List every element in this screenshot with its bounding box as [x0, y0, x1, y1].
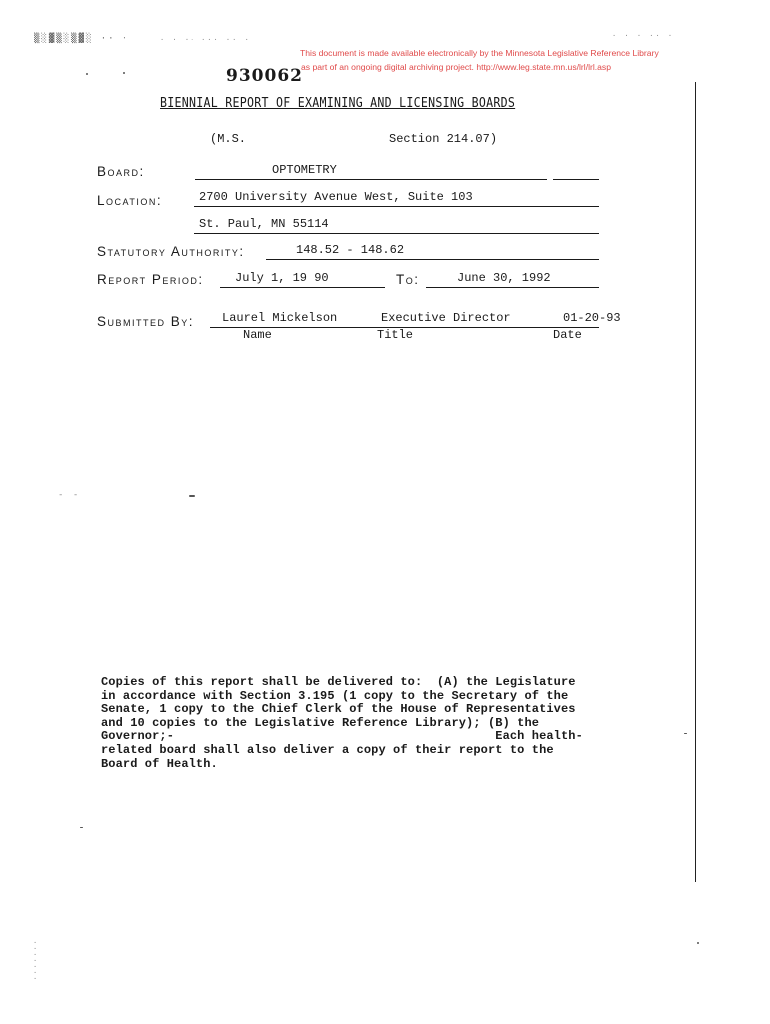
- location-underline-1: [194, 206, 599, 207]
- statutory-authority-value: 148.52 - 148.62: [296, 243, 405, 257]
- location-label: Location:: [97, 193, 163, 208]
- statute-reference-right: Section 214.07): [389, 132, 498, 146]
- location-underline-2: [194, 233, 599, 234]
- scan-speck: [80, 827, 83, 828]
- location-line1: 2700 University Avenue West, Suite 103: [199, 190, 473, 204]
- submitted-by-title: Executive Director: [381, 311, 511, 325]
- scan-speck: [86, 73, 88, 75]
- report-period-from: July 1, 19 90: [235, 271, 329, 285]
- scan-noise-top-right: · · · ·· ·: [612, 32, 675, 40]
- statutory-authority-underline: [266, 259, 599, 260]
- scan-speck: [684, 733, 687, 734]
- page-title: BIENNIAL REPORT OF EXAMINING AND LICENSING BOARDS: [160, 95, 516, 111]
- statutory-authority-label: Statutory Authority:: [97, 244, 245, 259]
- scan-noise-top-left: ▒░▓▒░▒▓░ ·· ‧: [34, 34, 128, 44]
- scan-noise-top: · · ·ᐧ ··· ·· ·: [160, 36, 251, 44]
- board-label: Board:: [97, 164, 145, 179]
- library-notice-line1: This document is made available electronically by the Minnesota Legislative Reference Library: [300, 48, 659, 58]
- name-caption: Name: [243, 328, 272, 342]
- scan-noise-bottom-left: · · · · · · ·: [33, 939, 40, 983]
- submitted-by-date: 01-20-93: [563, 311, 621, 325]
- submitted-by-name: Laurel Mickelson: [222, 311, 338, 325]
- statute-reference-left: (M.S.: [210, 132, 247, 146]
- date-caption: Date: [553, 328, 582, 342]
- scan-speck: [189, 495, 195, 497]
- report-period-to-label: To:: [396, 272, 420, 287]
- scan-noise-left: - -: [58, 490, 81, 500]
- delivery-instructions: Copies of this report shall be delivered to: (A) the Legislature in accordance with Section 3.195 (1 copy to the Secretary of the Senate, 1 copy to the Chief Clerk of the House of Representatives and 10 copies to the Legislative Reference Library); (B) the Governor;- Each health- related board shall also deliver a copy of their report to the Board of Health.: [101, 675, 583, 771]
- board-underline-extra: [553, 179, 599, 180]
- title-caption: Title: [377, 328, 414, 342]
- report-period-label: Report Period:: [97, 272, 204, 287]
- report-period-to-underline: [426, 287, 599, 288]
- scan-speck: [697, 942, 699, 944]
- submitted-by-label: Submitted By:: [97, 314, 195, 329]
- report-period-to: June 30, 1992: [457, 271, 551, 285]
- report-period-from-underline: [220, 287, 385, 288]
- scan-border-line: [695, 82, 696, 882]
- document-number: 930062: [226, 66, 303, 86]
- board-value: OPTOMETRY: [272, 163, 337, 177]
- library-notice-line2: as part of an ongoing digital archiving project. http://www.leg.state.mn.us/lrl/lrl.asp: [301, 62, 612, 72]
- scan-speck: [123, 72, 125, 74]
- board-underline: [195, 179, 547, 180]
- location-line2: St. Paul, MN 55114: [199, 217, 329, 231]
